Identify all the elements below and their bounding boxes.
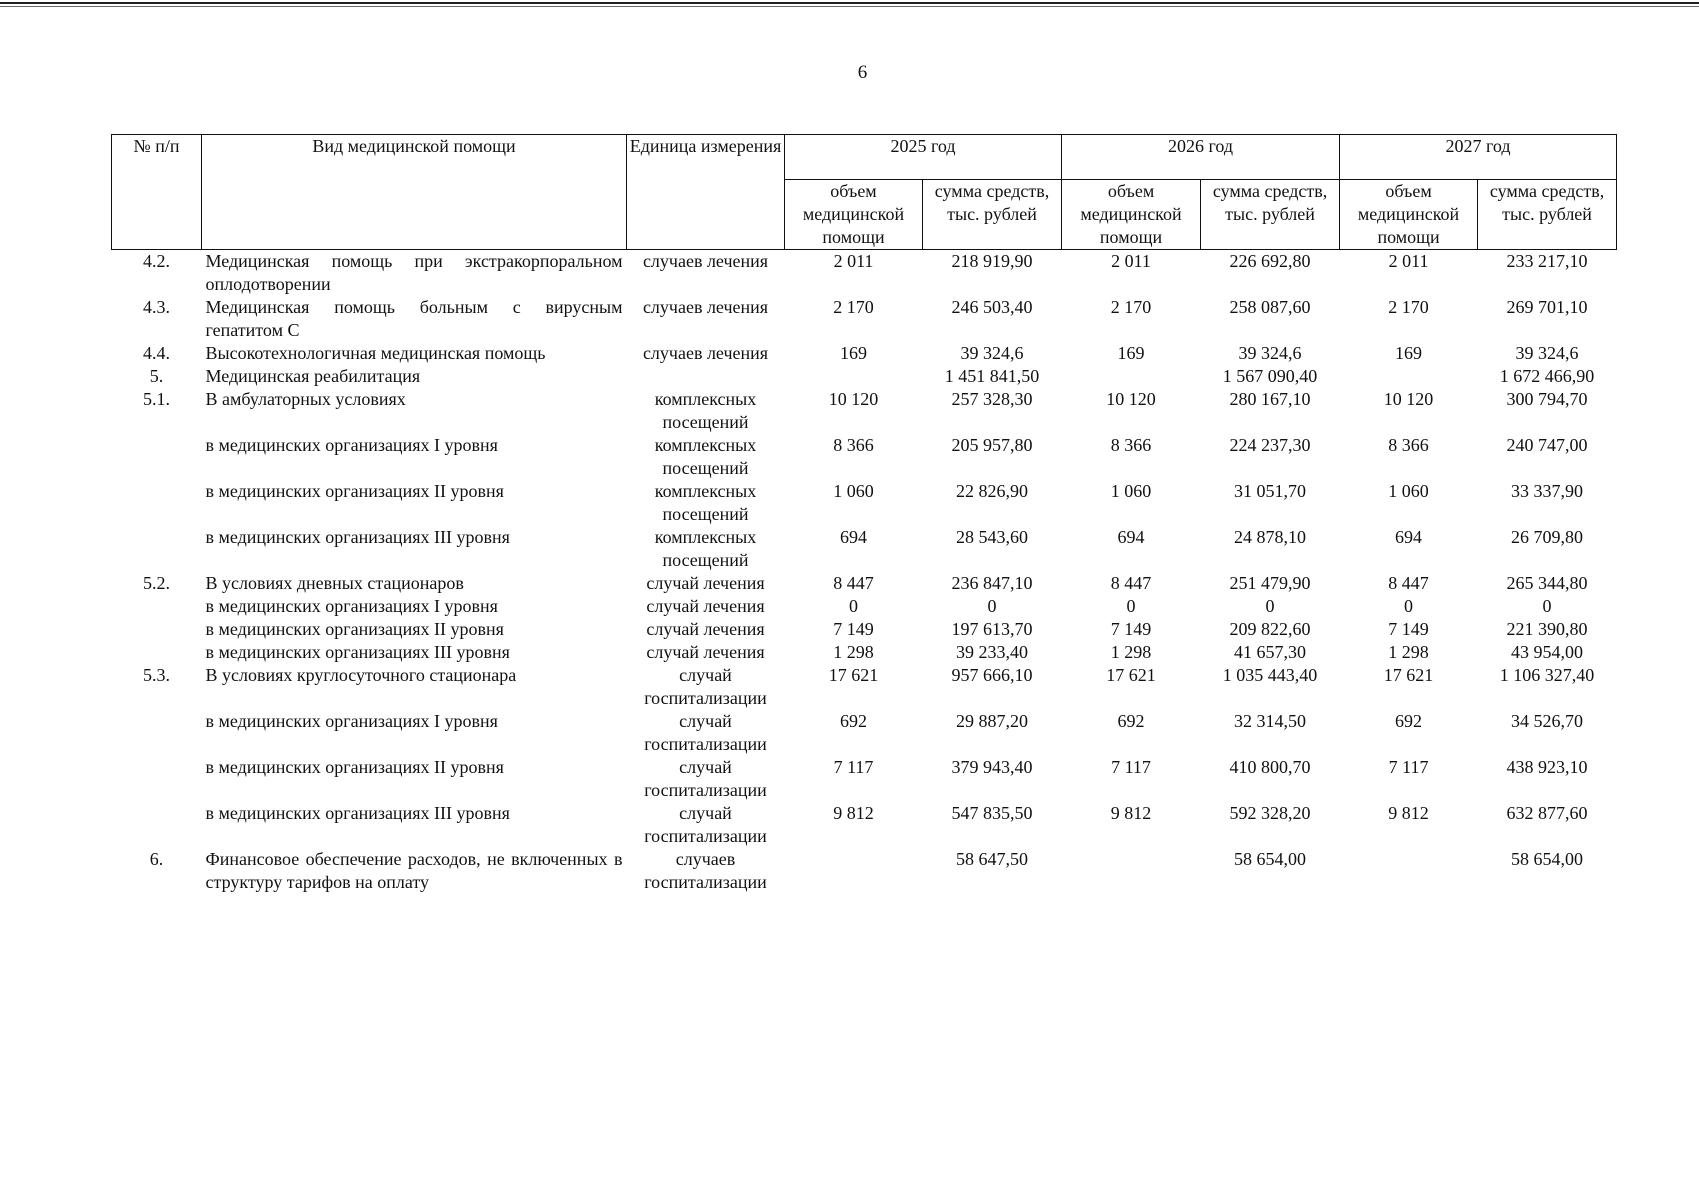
table-row — [112, 618, 1617, 641]
row-unit: случай госпитализации — [644, 711, 767, 754]
sum-2026: 32 314,50 — [1234, 711, 1307, 731]
volume-2026: 10 120 — [1106, 389, 1156, 409]
row-unit: случаев лечения — [642, 343, 769, 363]
sum-2025: 0 — [987, 596, 997, 616]
sum-2025: 197 613,70 — [951, 619, 1033, 639]
sum-2026: 226 692,80 — [1229, 251, 1311, 271]
header-num: № п/п — [112, 135, 202, 250]
row-number — [112, 641, 202, 664]
header-volume-2026: объем медицинской помощи — [1062, 180, 1201, 250]
sum-2027: 632 877,60 — [1506, 803, 1588, 823]
sum-2025: 257 328,30 — [951, 389, 1033, 409]
volume-2027: 1 060 — [1388, 481, 1429, 501]
volume-2025: 17 621 — [828, 665, 879, 685]
row-unit: комплексных посещений — [654, 527, 757, 570]
row-number — [112, 526, 202, 572]
table-row — [112, 802, 1617, 848]
sum-2025: 236 847,10 — [951, 573, 1033, 593]
header-year-2025: 2025 год — [785, 135, 1062, 180]
sum-2025: 28 543,60 — [956, 527, 1028, 547]
row-name: Высокотехнологичная медицинская помощь — [205, 343, 546, 363]
row-unit: случай лечения — [646, 573, 765, 593]
row-name: в медицинских организациях III уровня — [205, 803, 510, 823]
volume-2027: 8 447 — [1388, 573, 1429, 593]
table-header — [112, 135, 1617, 250]
volume-2027: 9 812 — [1388, 803, 1429, 823]
volume-2025: 8 447 — [833, 573, 874, 593]
sum-2027: 269 701,10 — [1506, 297, 1588, 317]
page-number: 6 — [857, 62, 868, 83]
row-unit: случаев госпитализации — [644, 849, 767, 892]
row-unit: случаев лечения — [642, 251, 769, 271]
row-number: 5.3. — [143, 665, 170, 685]
row-name: В условиях дневных стационаров — [205, 573, 464, 593]
sum-2027: 221 390,80 — [1506, 619, 1588, 639]
sum-2025: 205 957,80 — [951, 435, 1033, 455]
volume-2025: 1 060 — [833, 481, 874, 501]
row-name: в медицинских организациях I уровня — [205, 711, 498, 731]
row-number: 4.3. — [143, 297, 170, 317]
sum-2026: 280 167,10 — [1229, 389, 1311, 409]
sum-2026: 224 237,30 — [1229, 435, 1311, 455]
volume-2026: 7 149 — [1110, 619, 1152, 639]
table-row — [112, 641, 1617, 664]
row-name: в медицинских организациях III уровня — [205, 527, 510, 547]
volume-2027: 2 011 — [1388, 251, 1429, 271]
volume-2026 — [1062, 848, 1201, 894]
volume-2025: 7 149 — [833, 619, 874, 639]
row-name: в медицинских организациях I уровня — [205, 596, 498, 616]
row-unit: случай лечения — [646, 596, 765, 616]
row-name: в медицинских организациях I уровня — [205, 435, 498, 455]
sum-2027: 58 654,00 — [1511, 849, 1584, 869]
volume-2026: 1 298 — [1110, 642, 1152, 662]
sum-2027: 34 526,70 — [1511, 711, 1584, 731]
table-row — [112, 365, 1617, 388]
table-row — [112, 250, 1617, 297]
volume-2027: 17 621 — [1383, 665, 1434, 685]
sum-2027: 438 923,10 — [1506, 757, 1588, 777]
row-number: 6. — [149, 849, 164, 869]
header-volume-2025: объем медицинской помощи — [785, 180, 923, 250]
volume-2026 — [1062, 365, 1201, 388]
row-name: Медицинская помощь больным с вирусным гепатитом С — [205, 297, 623, 340]
table-row — [112, 710, 1617, 756]
sum-2025: 218 919,90 — [951, 251, 1033, 271]
row-number — [112, 802, 202, 848]
row-unit: комплексных посещений — [654, 389, 757, 432]
sum-2027: 300 794,70 — [1506, 389, 1588, 409]
table-row — [112, 296, 1617, 342]
sum-2026: 41 657,30 — [1234, 642, 1307, 662]
sum-2027: 1 106 327,40 — [1499, 665, 1595, 685]
sum-2026: 410 800,70 — [1229, 757, 1311, 777]
row-unit: случай лечения — [646, 619, 765, 639]
header-year-2026: 2026 год — [1062, 135, 1340, 180]
table-row — [112, 664, 1617, 710]
sum-2027: 43 954,00 — [1511, 642, 1584, 662]
sum-2027: 1 672 466,90 — [1499, 366, 1595, 386]
volume-2026: 0 — [1126, 596, 1136, 616]
row-unit: случай лечения — [646, 642, 765, 662]
row-unit: случай госпитализации — [644, 665, 767, 708]
volume-2026: 169 — [1117, 343, 1145, 363]
volume-2025: 10 120 — [828, 389, 879, 409]
volume-2027 — [1340, 365, 1478, 388]
volume-2025: 7 117 — [833, 757, 874, 777]
volume-2025: 692 — [840, 711, 867, 731]
row-number: 5.1. — [143, 389, 170, 409]
row-name: в медицинских организациях II уровня — [205, 619, 504, 639]
volume-2026: 2 011 — [1111, 251, 1151, 271]
top-border-line-thin — [0, 6, 1699, 7]
volume-2027: 10 120 — [1383, 389, 1434, 409]
volume-2025: 2 011 — [833, 251, 874, 271]
volume-2027: 1 298 — [1388, 642, 1429, 662]
sum-2026: 258 087,60 — [1229, 297, 1311, 317]
row-name: в медицинских организациях II уровня — [205, 757, 504, 777]
sum-2026: 58 654,00 — [1234, 849, 1307, 869]
sum-2025: 547 835,50 — [951, 803, 1033, 823]
row-unit: комплексных посещений — [654, 481, 757, 524]
volume-2027: 692 — [1395, 711, 1423, 731]
sum-2027: 33 337,90 — [1511, 481, 1584, 501]
sum-2026: 1 567 090,40 — [1222, 366, 1318, 386]
row-name: в медицинских организациях II уровня — [205, 481, 504, 501]
row-number — [112, 710, 202, 756]
table-row — [112, 388, 1617, 434]
sum-2025: 58 647,50 — [956, 849, 1028, 869]
row-name: В условиях круглосуточного стационара — [205, 665, 517, 685]
volume-2027: 0 — [1404, 596, 1414, 616]
table-row — [112, 480, 1617, 526]
volume-2025: 2 170 — [833, 297, 874, 317]
sum-2026: 592 328,20 — [1229, 803, 1311, 823]
sum-2025: 246 503,40 — [951, 297, 1033, 317]
row-name: в медицинских организациях III уровня — [205, 642, 510, 662]
volume-2026: 1 060 — [1110, 481, 1152, 501]
sum-2025: 957 666,10 — [951, 665, 1033, 685]
volume-2025: 169 — [840, 343, 867, 363]
volume-2025 — [785, 848, 923, 894]
header-year-2027: 2027 год — [1340, 135, 1617, 180]
sum-2026: 31 051,70 — [1234, 481, 1307, 501]
volume-2026: 9 812 — [1110, 803, 1152, 823]
table-row — [112, 434, 1617, 480]
volume-2027 — [1340, 848, 1478, 894]
sum-2027: 0 — [1542, 596, 1552, 616]
row-number — [112, 434, 202, 480]
volume-2025: 9 812 — [833, 803, 874, 823]
sum-2026: 24 878,10 — [1234, 527, 1307, 547]
header-unit: Единица измерения — [627, 135, 785, 250]
volume-2026: 692 — [1117, 711, 1145, 731]
volume-2025 — [785, 365, 923, 388]
volume-2026: 694 — [1117, 527, 1145, 547]
table-row — [112, 756, 1617, 802]
row-number — [112, 756, 202, 802]
row-unit — [627, 365, 785, 388]
top-border-line — [0, 2, 1699, 4]
row-name: В амбулаторных условиях — [205, 389, 406, 409]
sum-2026: 209 822,60 — [1229, 619, 1311, 639]
sum-2027: 233 217,10 — [1506, 251, 1588, 271]
table-body — [112, 250, 1617, 895]
volume-2025: 1 298 — [833, 642, 874, 662]
row-unit: случай госпитализации — [644, 757, 767, 800]
sum-2027: 240 747,00 — [1506, 435, 1588, 455]
volume-2026: 7 117 — [1111, 757, 1151, 777]
sum-2025: 29 887,20 — [956, 711, 1028, 731]
table-row — [112, 526, 1617, 572]
sum-2025: 379 943,40 — [951, 757, 1033, 777]
volume-2026: 8 366 — [1110, 435, 1152, 455]
row-unit: комплексных посещений — [654, 435, 757, 478]
sum-2026: 251 479,90 — [1229, 573, 1311, 593]
row-number: 5.2. — [143, 573, 170, 593]
volume-2027: 2 170 — [1388, 297, 1429, 317]
sum-2026: 0 — [1265, 596, 1275, 616]
row-name: Медицинская реабилитация — [205, 366, 421, 386]
row-number: 4.2. — [143, 251, 170, 271]
volume-2025: 8 366 — [833, 435, 874, 455]
row-name: Финансовое обеспечение расходов, не включенных в структуру тарифов на оплату — [205, 849, 623, 892]
row-unit: случай госпитализации — [644, 803, 767, 846]
volume-2025: 0 — [849, 596, 858, 616]
row-number — [112, 595, 202, 618]
sum-2026: 1 035 443,40 — [1222, 665, 1318, 685]
row-name: Медицинская помощь при экстракорпоральном оплодотворении — [205, 251, 623, 294]
header-volume-2027: объем медицинской помощи — [1340, 180, 1478, 250]
row-number — [112, 618, 202, 641]
table-row — [112, 342, 1617, 365]
volume-2027: 7 149 — [1388, 619, 1429, 639]
volume-2027: 169 — [1395, 343, 1423, 363]
header-kind: Вид медицинской помощи — [202, 135, 627, 250]
table-row — [112, 572, 1617, 595]
medical-aid-table — [111, 134, 1617, 894]
row-unit: случаев лечения — [642, 297, 769, 317]
volume-2027: 7 117 — [1388, 757, 1429, 777]
sum-2025: 1 451 841,50 — [944, 366, 1040, 386]
header-sum-2026: сумма средств, тыс. рублей — [1201, 180, 1340, 250]
table-row — [112, 595, 1617, 618]
volume-2026: 17 621 — [1106, 665, 1156, 685]
sum-2025: 39 324,6 — [960, 343, 1024, 363]
sum-2027: 26 709,80 — [1511, 527, 1584, 547]
volume-2026: 8 447 — [1110, 573, 1152, 593]
sum-2027: 39 324,6 — [1515, 343, 1579, 363]
row-number — [112, 480, 202, 526]
sum-2027: 265 344,80 — [1506, 573, 1588, 593]
volume-2026: 2 170 — [1110, 297, 1152, 317]
table-row — [112, 848, 1617, 894]
sum-2026: 39 324,6 — [1238, 343, 1302, 363]
volume-2027: 694 — [1395, 527, 1423, 547]
sum-2025: 22 826,90 — [956, 481, 1028, 501]
row-number: 5. — [149, 366, 164, 386]
header-sum-2025: сумма средств, тыс. рублей — [923, 180, 1062, 250]
volume-2025: 694 — [840, 527, 867, 547]
sum-2025: 39 233,40 — [956, 642, 1028, 662]
row-number: 4.4. — [143, 343, 170, 363]
volume-2027: 8 366 — [1388, 435, 1429, 455]
header-sum-2027: сумма средств, тыс. рублей — [1478, 180, 1617, 250]
